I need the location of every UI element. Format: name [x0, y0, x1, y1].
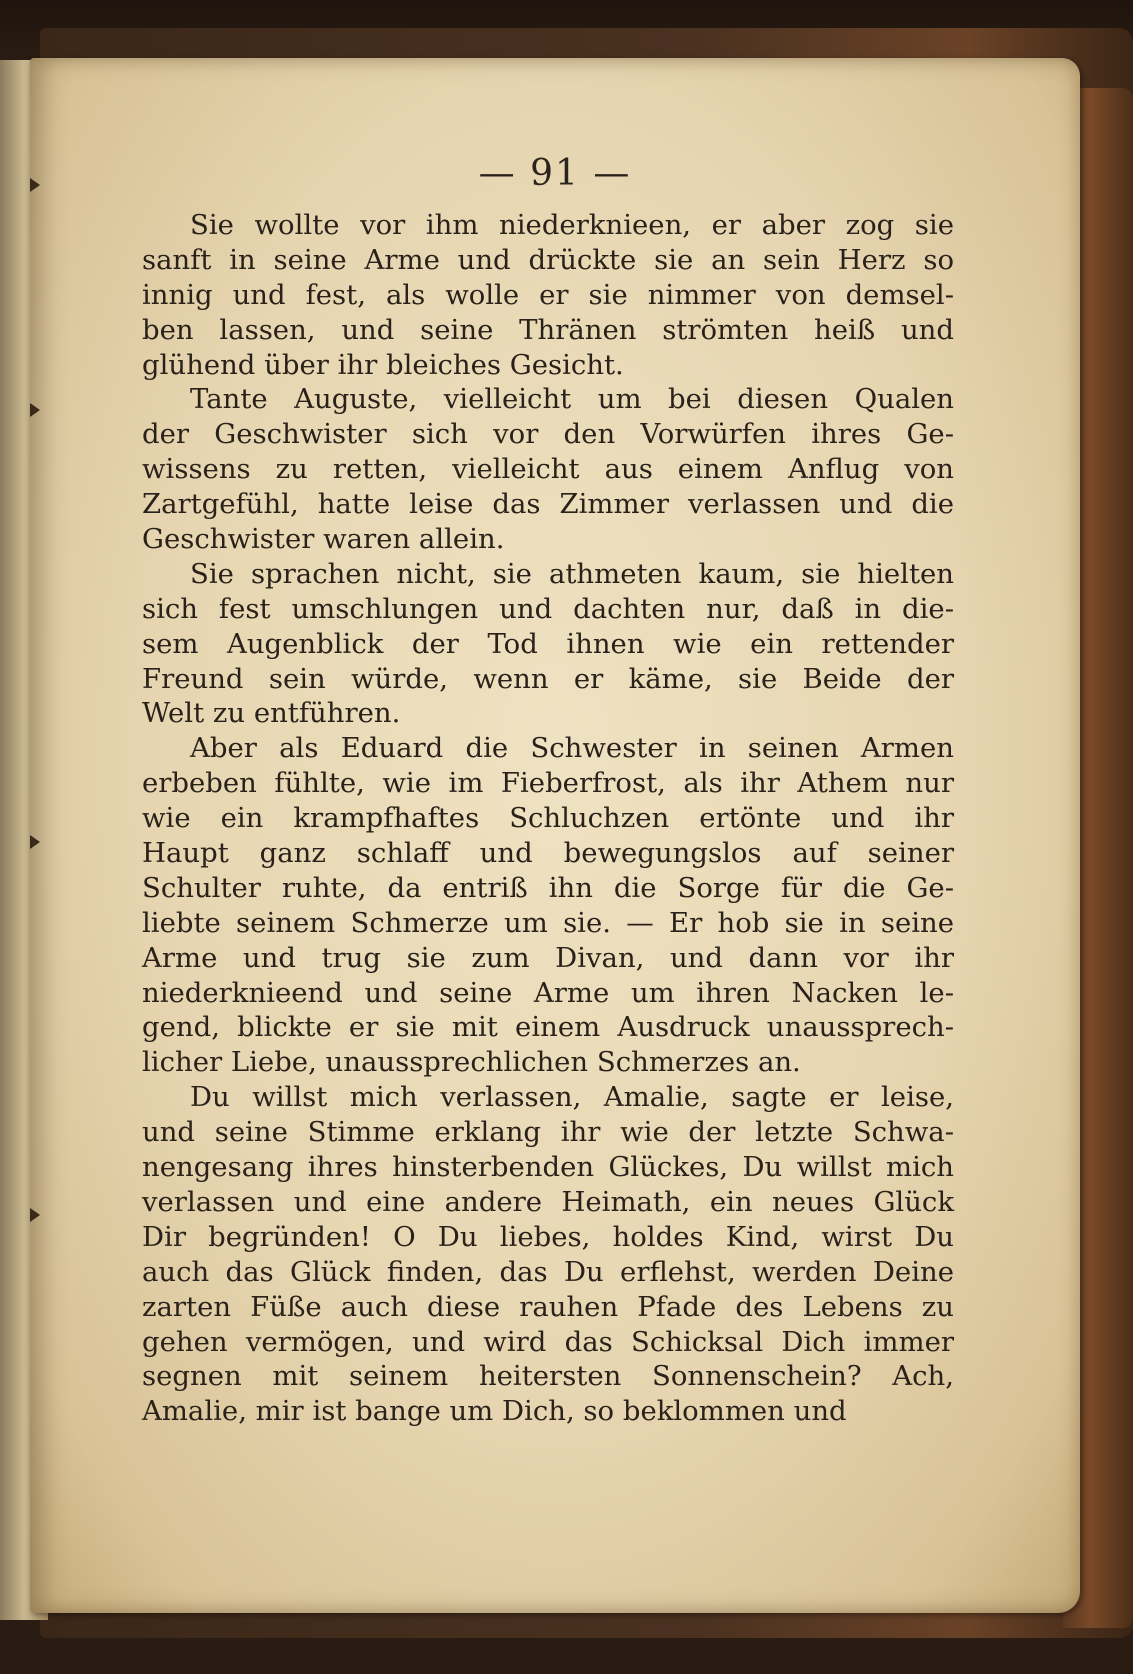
text-line: Sie sprachen nicht, sie athmeten kaum, sie hielten	[190, 557, 954, 590]
text-line: Amalie, mir ist bange um Dich, so beklommen und	[142, 1395, 847, 1428]
text-line: Du willst mich verlassen, Amalie, sagte er leise,	[190, 1081, 954, 1114]
text-line: sich fest umschlungen und dachten nur, daß in die-	[142, 592, 954, 625]
text-line: auch das Glück finden, das Du erflehst, werden Deine	[142, 1255, 954, 1288]
text-line: Tante Auguste, vielleicht um bei diesen Qualen	[190, 383, 954, 416]
text-line: liebte seinem Schmerze um sie. — Er hob sie in seine	[142, 906, 954, 939]
page-number: — 91 —	[478, 153, 632, 194]
text-line: Freund sein würde, wenn er käme, sie Beide der	[142, 662, 954, 695]
text-line: niederknieend und seine Arme um ihren Nacken le-	[142, 976, 954, 1009]
text-line: gehen vermögen, und wird das Schicksal Dich immer	[142, 1325, 954, 1358]
text-line: verlassen und eine andere Heimath, ein neues Glück	[142, 1185, 954, 1218]
text-line: segnen mit seinem heitersten Sonnenschein? Ach,	[142, 1360, 954, 1393]
text-line: wie ein krampfhaftes Schluchzen ertönte und ihr	[142, 802, 954, 835]
text-line: und seine Stimme erklang ihr wie der letzte Schwa-	[142, 1116, 954, 1149]
text-line: sanft in seine Arme und drückte sie an sein Herz so	[142, 243, 954, 276]
text-line: wissens zu retten, vielleicht aus einem Anflug von	[142, 453, 954, 486]
text-line: Haupt ganz schlaff und bewegungslos auf seiner	[142, 837, 954, 870]
text-line: erbeben fühlte, wie im Fieberfrost, als ihr Athem nur	[142, 767, 954, 800]
text-line: Zartgefühl, hatte leise das Zimmer verlassen und die	[142, 488, 954, 521]
text-line: innig und fest, als wolle er sie nimmer von demsel-	[142, 278, 954, 311]
text-line: sem Augenblick der Tod ihnen wie ein rettender	[142, 627, 954, 660]
text-line: licher Liebe, unaussprechlichen Schmerzes an.	[142, 1046, 801, 1079]
text-line: zarten Füße auch diese rauhen Pfade des Lebens zu	[142, 1290, 954, 1323]
text-line: ben lassen, und seine Thränen strömten heiß und	[142, 313, 954, 346]
book-page	[30, 58, 1080, 1613]
text-line: der Geschwister sich vor den Vorwürfen ihres Ge-	[142, 418, 954, 451]
text-line: gend, blickte er sie mit einem Ausdruck unaussprech-	[142, 1011, 954, 1044]
text-line: Geschwister waren allein.	[142, 523, 505, 556]
text-line: Welt zu entführen.	[142, 697, 401, 730]
text-line: Arme und trug sie zum Divan, und dann vor ihr	[142, 941, 954, 974]
text-line: Aber als Eduard die Schwester in seinen Armen	[190, 732, 954, 765]
text-line: nengesang ihres hinsterbenden Glückes, Du willst mich	[142, 1151, 954, 1184]
text-line: Schulter ruhte, da entriß ihn die Sorge für die Ge-	[142, 871, 954, 904]
page-text	[142, 208, 954, 1429]
text-line: Sie wollte vor ihm niederknieen, er aber zog sie	[190, 209, 954, 241]
text-line: glühend über ihr bleiches Gesicht.	[142, 348, 624, 381]
text-line: Dir begründen! O Du liebes, holdes Kind, wirst Du	[142, 1220, 954, 1253]
